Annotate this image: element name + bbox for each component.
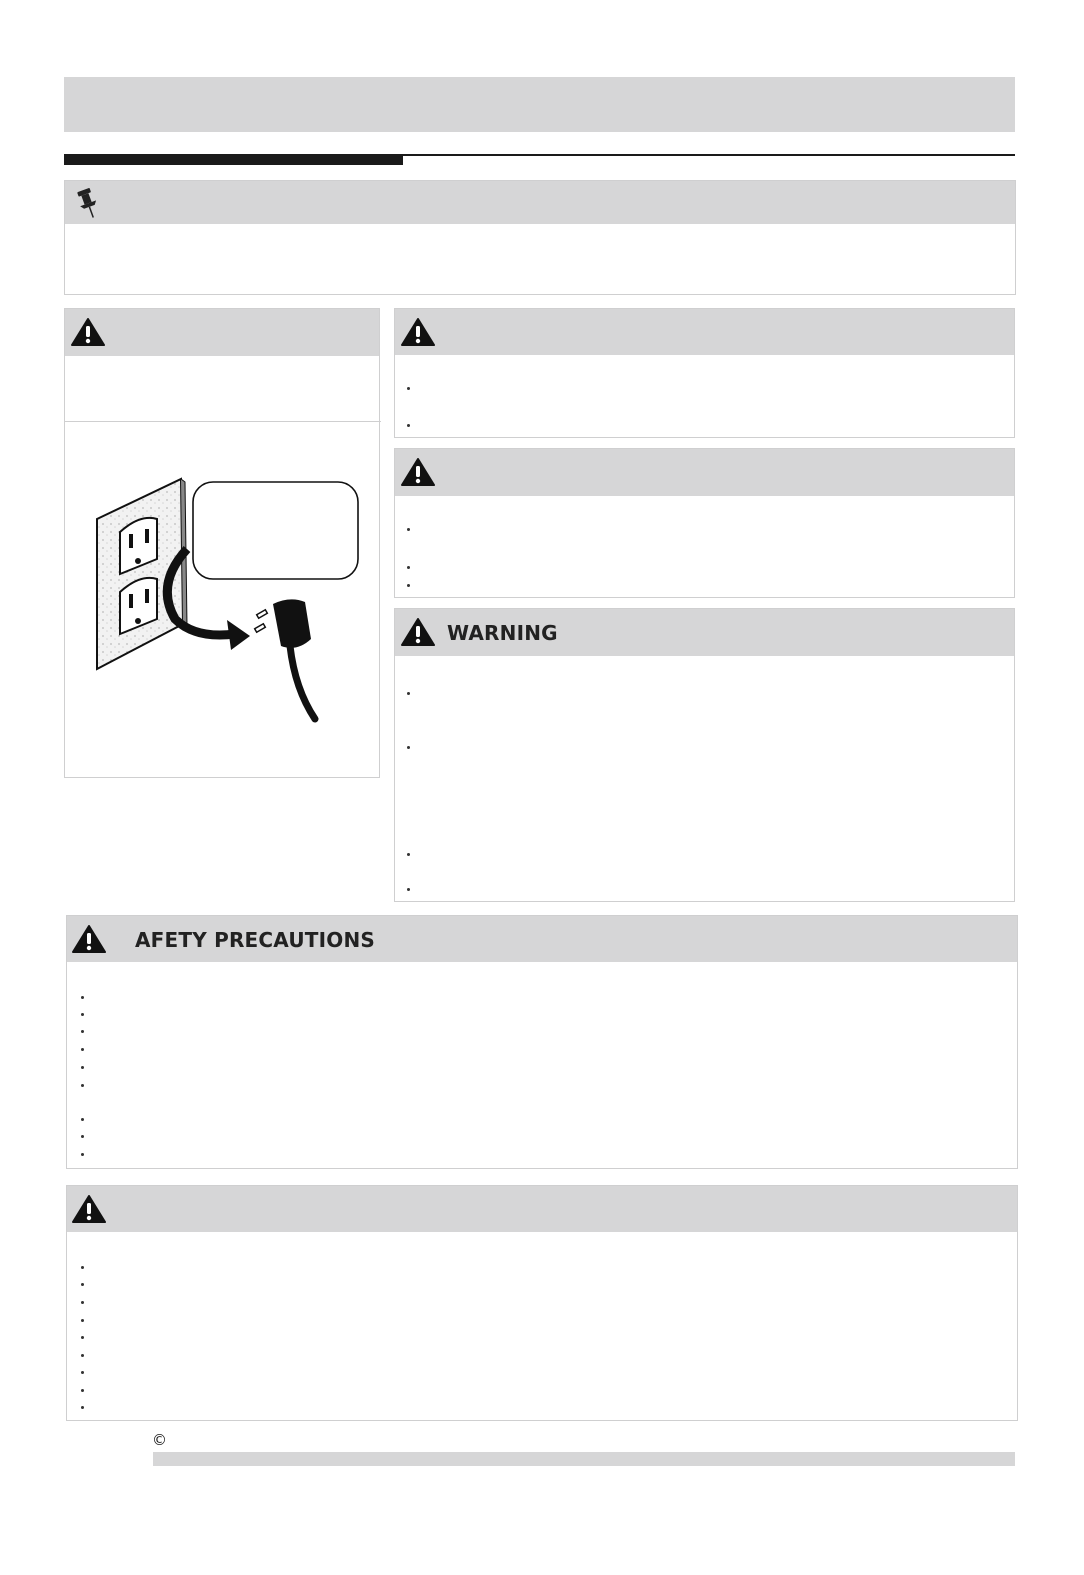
safety-precautions-header [67,916,1017,962]
list-bullet [81,996,84,999]
warning-box-2 [394,448,1015,598]
list-bullet [407,888,410,891]
safety-precautions-box [66,915,1018,1169]
list-bullet [81,1371,84,1374]
list-bullet [81,1030,84,1033]
list-bullet [81,1084,84,1087]
warning-triangle-icon [72,1194,106,1224]
safety-precautions-title: AFETY PRECAUTIONS [135,928,376,952]
section-rule-thick [64,155,403,165]
list-bullet [407,692,410,695]
list-bullet [81,1283,84,1286]
warning-triangle-icon [401,457,435,487]
list-bullet [81,1336,84,1339]
list-bullet [407,528,410,531]
bottom-warning-header [67,1186,1017,1232]
plug-warning-panel [64,308,380,778]
list-bullet [81,1266,84,1269]
plug-callout-text [205,494,355,574]
list-bullet [407,584,410,587]
note-box-header [65,181,1015,224]
list-bullet [81,1301,84,1304]
list-bullet [81,1153,84,1156]
panel-divider [65,421,381,422]
list-bullet [407,424,410,427]
list-bullet [407,566,410,569]
list-bullet [407,387,410,390]
warning-triangle-icon [401,617,435,647]
warning-box-2-header [395,449,1014,496]
list-bullet [81,1048,84,1051]
list-bullet [81,1135,84,1138]
list-bullet [81,1354,84,1357]
warning-box-3-header [395,609,1014,656]
header-bar [64,77,1015,132]
footer-bar [153,1452,1015,1466]
copyright-symbol: © [152,1431,167,1449]
list-bullet [407,853,410,856]
warning-box-1-header [395,309,1014,355]
warning-box-3-title: WARNING [447,621,558,645]
warning-triangle-icon [72,924,106,954]
list-bullet [81,1118,84,1121]
note-box [64,180,1016,295]
warning-box-3 [394,608,1015,902]
pushpin-icon [73,185,105,221]
list-bullet [81,1319,84,1322]
plug-warning-header [65,309,379,356]
warning-triangle-icon [401,317,435,347]
list-bullet [407,746,410,749]
list-bullet [81,1406,84,1409]
list-bullet [81,1066,84,1069]
warning-box-1 [394,308,1015,438]
list-bullet [81,1389,84,1392]
note-text [75,236,995,266]
bottom-warning-box [66,1185,1018,1421]
warning-triangle-icon [71,317,105,347]
list-bullet [81,1013,84,1016]
